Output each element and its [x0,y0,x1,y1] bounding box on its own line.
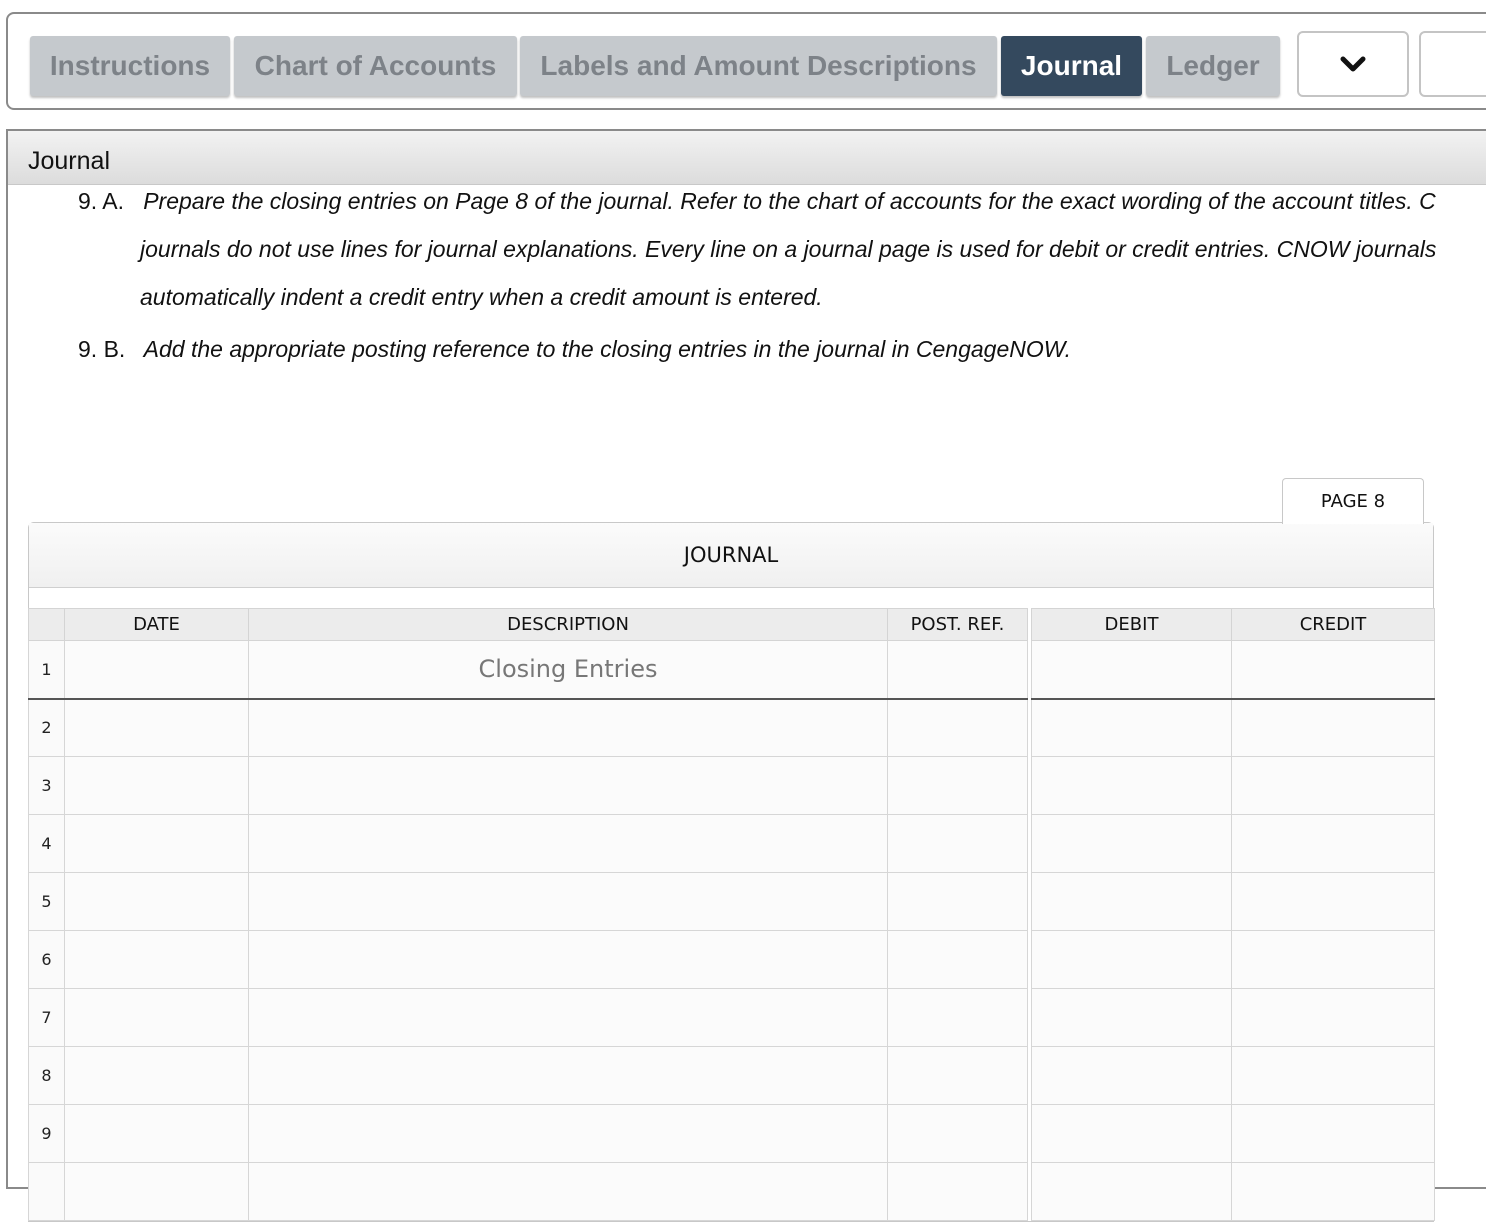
journal-row [29,1047,1435,1105]
journal-row [29,757,1435,815]
chevron-down-icon [1339,54,1367,74]
description-cell[interactable] [249,1047,888,1105]
credit-cell[interactable] [1232,989,1435,1047]
description-cell[interactable] [249,873,888,931]
post-ref-cell[interactable] [888,757,1028,815]
instruction-text: Add the appropriate posting reference to the closing entries in the journal in CengageNOW. [143,336,1072,362]
row-number: 2 [29,699,65,757]
credit-cell[interactable] [1232,757,1435,815]
journal-row [29,815,1435,873]
credit-cell[interactable] [1232,699,1435,757]
journal-table [28,608,1435,1221]
journal-title: JOURNAL [29,523,1433,588]
row-number: 5 [29,873,65,931]
row-number [29,1163,65,1221]
credit-cell[interactable] [1232,1163,1435,1221]
secondary-button[interactable] [1419,31,1486,97]
row-number: 9 [29,1105,65,1163]
date-cell[interactable] [65,1047,249,1105]
journal-row [29,699,1435,757]
journal-page-label: PAGE 8 [1282,478,1424,524]
row-number: 4 [29,815,65,873]
description-column-header: DESCRIPTION [249,609,888,641]
tab-bar [6,12,1486,110]
description-cell[interactable] [249,757,888,815]
debit-cell[interactable] [1032,989,1232,1047]
instruction-9a-line2: journals do not use lines for journal explanations. Every line on a journal page is used for debit or credit entries. CNOW journals [140,236,1437,262]
credit-cell[interactable] [1232,1105,1435,1163]
debit-cell[interactable] [1032,641,1232,699]
description-cell[interactable] [249,989,888,1047]
tab-ledger[interactable]: Ledger [1146,36,1280,96]
debit-cell[interactable] [1032,815,1232,873]
date-cell[interactable] [65,1105,249,1163]
date-cell[interactable] [65,873,249,931]
panel-title: Journal [28,147,110,175]
debit-cell[interactable] [1032,1163,1232,1221]
debit-cell[interactable] [1032,757,1232,815]
description-cell[interactable]: Closing Entries [249,641,888,699]
row-number-header [29,609,65,641]
date-cell[interactable] [65,931,249,989]
row-number: 8 [29,1047,65,1105]
debit-cell[interactable] [1032,1047,1232,1105]
post-ref-cell[interactable] [888,1047,1028,1105]
description-cell[interactable] [249,1163,888,1221]
journal-row [29,989,1435,1047]
credit-column-header: CREDIT [1232,609,1435,641]
post-ref-cell[interactable] [888,699,1028,757]
post-ref-cell[interactable] [888,931,1028,989]
instruction-number: 9. B. [78,336,126,362]
journal-header-row [29,609,1435,641]
row-number: 1 [29,641,65,699]
date-column-header: DATE [65,609,249,641]
post-ref-cell[interactable] [888,989,1028,1047]
journal-row [29,641,1435,699]
post-ref-cell[interactable] [888,1163,1028,1221]
description-cell[interactable] [249,815,888,873]
post-ref-cell[interactable] [888,641,1028,699]
debit-cell[interactable] [1032,931,1232,989]
credit-cell[interactable] [1232,873,1435,931]
date-cell[interactable] [65,815,249,873]
instruction-number: 9. A. [78,188,125,214]
post-ref-cell[interactable] [888,815,1028,873]
instruction-9a-line3: automatically indent a credit entry when a credit amount is entered. [140,284,823,310]
post-ref-column-header: POST. REF. [888,609,1028,641]
row-number: 3 [29,757,65,815]
debit-cell[interactable] [1032,699,1232,757]
instruction-9a [78,188,1436,215]
journal-row [29,931,1435,989]
credit-cell[interactable] [1232,815,1435,873]
instruction-text: Prepare the closing entries on Page 8 of the journal. Refer to the chart of accounts for the exact wording of the account titles. C [143,188,1436,214]
post-ref-cell[interactable] [888,1105,1028,1163]
debit-column-header: DEBIT [1032,609,1232,641]
tab-journal[interactable]: Journal [1001,36,1142,96]
description-cell[interactable] [249,931,888,989]
journal-row [29,1105,1435,1163]
credit-cell[interactable] [1232,641,1435,699]
tab-chart-of-accounts[interactable]: Chart of Accounts [234,36,517,96]
date-cell[interactable] [65,1163,249,1221]
journal-row [29,873,1435,931]
more-tabs-dropdown-button[interactable] [1297,31,1409,97]
row-number: 7 [29,989,65,1047]
credit-cell[interactable] [1232,1047,1435,1105]
description-cell[interactable] [249,699,888,757]
credit-cell[interactable] [1232,931,1435,989]
date-cell[interactable] [65,699,249,757]
date-cell[interactable] [65,757,249,815]
tab-labels-and-amount-descriptions[interactable]: Labels and Amount Descriptions [520,36,997,96]
journal [28,522,1434,1222]
description-cell[interactable] [249,1105,888,1163]
journal-row [29,1163,1435,1221]
row-number: 6 [29,931,65,989]
instruction-9b [78,336,1071,363]
debit-cell[interactable] [1032,1105,1232,1163]
date-cell[interactable] [65,989,249,1047]
panel-header [8,131,1486,185]
debit-cell[interactable] [1032,873,1232,931]
date-cell[interactable] [65,641,249,699]
tab-instructions[interactable]: Instructions [30,36,230,96]
post-ref-cell[interactable] [888,873,1028,931]
